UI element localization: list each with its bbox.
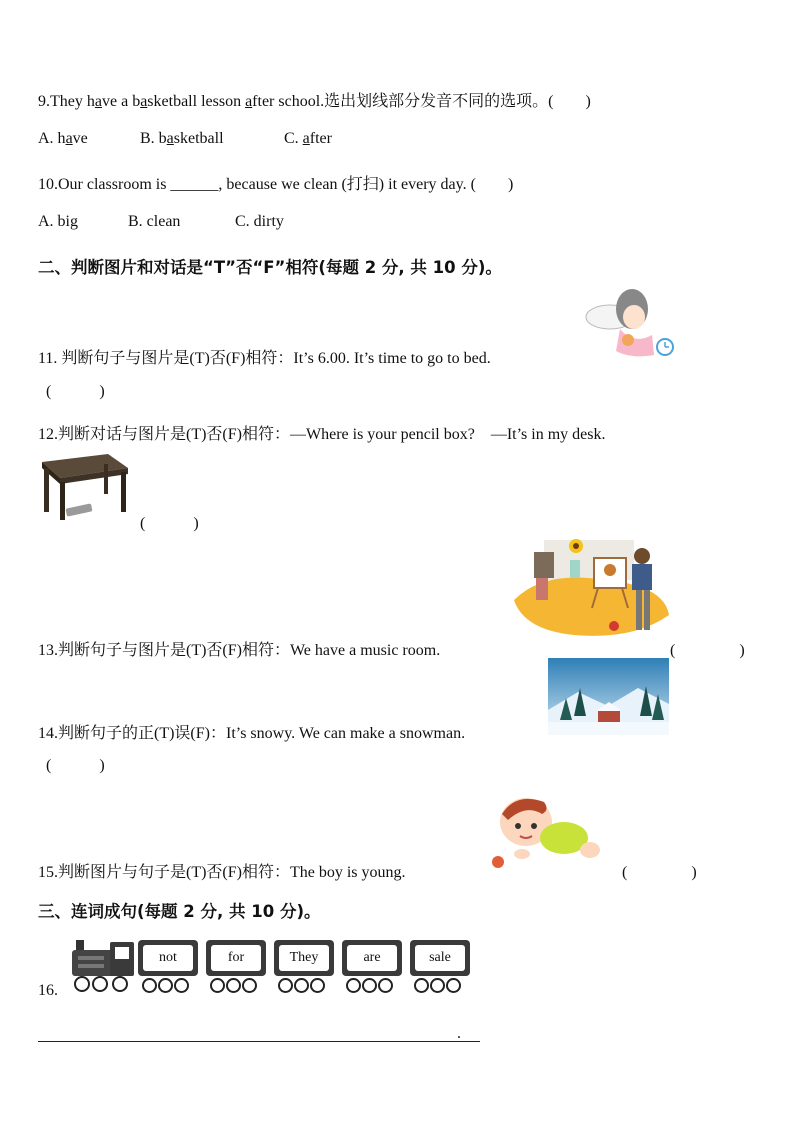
snowy-landscape-image (548, 658, 669, 735)
word-card[interactable]: for (211, 945, 261, 971)
q9-b-u: a (166, 130, 174, 147)
q10-option-a: A. big (38, 213, 78, 230)
question-15: 15.判断图片与句子是(T)否(F)相符：The boy is young. (38, 864, 406, 881)
q9-c-post: fter (309, 130, 332, 147)
q14-answer-blank[interactable]: ( ) (46, 757, 105, 774)
question-12: 12.判断对话与图片是(T)否(F)相符：—Where is your pencil box? —It’s in my desk. (38, 426, 606, 443)
train-car-word-4 (340, 940, 404, 994)
section-3-heading: 三、连词成句(每题 2 分, 共 10 分)。 (38, 902, 321, 921)
q10-option-b: B. clean (128, 213, 181, 230)
q9-underlined-2: a (140, 93, 148, 110)
q10-option-c: C. dirty (235, 213, 284, 230)
q9-b-pre: B. b (140, 130, 167, 147)
baby-image (486, 792, 606, 876)
desk-image (38, 452, 130, 522)
q9-option-b (140, 130, 224, 148)
word-card[interactable]: sale (415, 945, 465, 971)
q9-text-3: sketball lesson (147, 93, 246, 110)
q9-text-1: 9.They h (38, 93, 95, 110)
question-11: 11. 判断句子与图片是(T)否(F)相符：It’s 6.00. It’s time to go to bed. (38, 350, 491, 367)
q16-answer-line[interactable] (38, 1041, 480, 1042)
train-engine-icon (70, 938, 136, 996)
q9-c-u: a (302, 130, 310, 147)
q15-answer-blank[interactable]: ( ) (622, 864, 697, 881)
q9-text-2: ve a b (101, 93, 141, 110)
word-card[interactable]: They (279, 945, 329, 971)
q9-a-post: ve (72, 130, 88, 147)
q9-underlined-3: a (245, 93, 253, 110)
q11-answer-blank[interactable]: ( ) (46, 383, 105, 400)
painting-room-image (514, 530, 674, 645)
q16-period: . (457, 1025, 461, 1042)
word-card[interactable]: are (347, 945, 397, 971)
q9-option-a (38, 130, 88, 148)
q9-option-c (284, 130, 332, 148)
question-10: 10.Our classroom is ______, because we clean (打扫) it every day. ( ) (38, 176, 514, 193)
word-card[interactable]: not (143, 945, 193, 971)
q16-number: 16. (38, 982, 58, 999)
section-2-heading: 二、判断图片和对话是“T”否“F”相符(每题 2 分, 共 10 分)。 (38, 258, 502, 277)
train-car-word-3 (272, 940, 336, 994)
q9-b-post: sketball (173, 130, 224, 147)
q12-answer-blank[interactable]: ( ) (140, 515, 199, 532)
q9-a-u: a (65, 130, 73, 147)
q13-answer-blank[interactable]: ( ) (670, 642, 745, 659)
question-14: 14.判断句子的正(T)误(F)：It’s snowy. We can make a snowman. (38, 725, 466, 742)
q9-a-pre: A. h (38, 130, 66, 147)
sleeping-girl-image (580, 285, 680, 363)
q9-c-pre: C. (284, 130, 303, 147)
train-car-word-1 (136, 940, 200, 994)
train-car-word-5 (408, 940, 472, 994)
q9-text-4: fter school.选出划线部分发音不同的选项。( ) (252, 93, 591, 110)
train-car-word-2 (204, 940, 268, 994)
question-9 (38, 88, 591, 111)
q9-underlined-1: a (94, 93, 102, 110)
question-13: 13.判断句子与图片是(T)否(F)相符：We have a music room. (38, 642, 441, 659)
